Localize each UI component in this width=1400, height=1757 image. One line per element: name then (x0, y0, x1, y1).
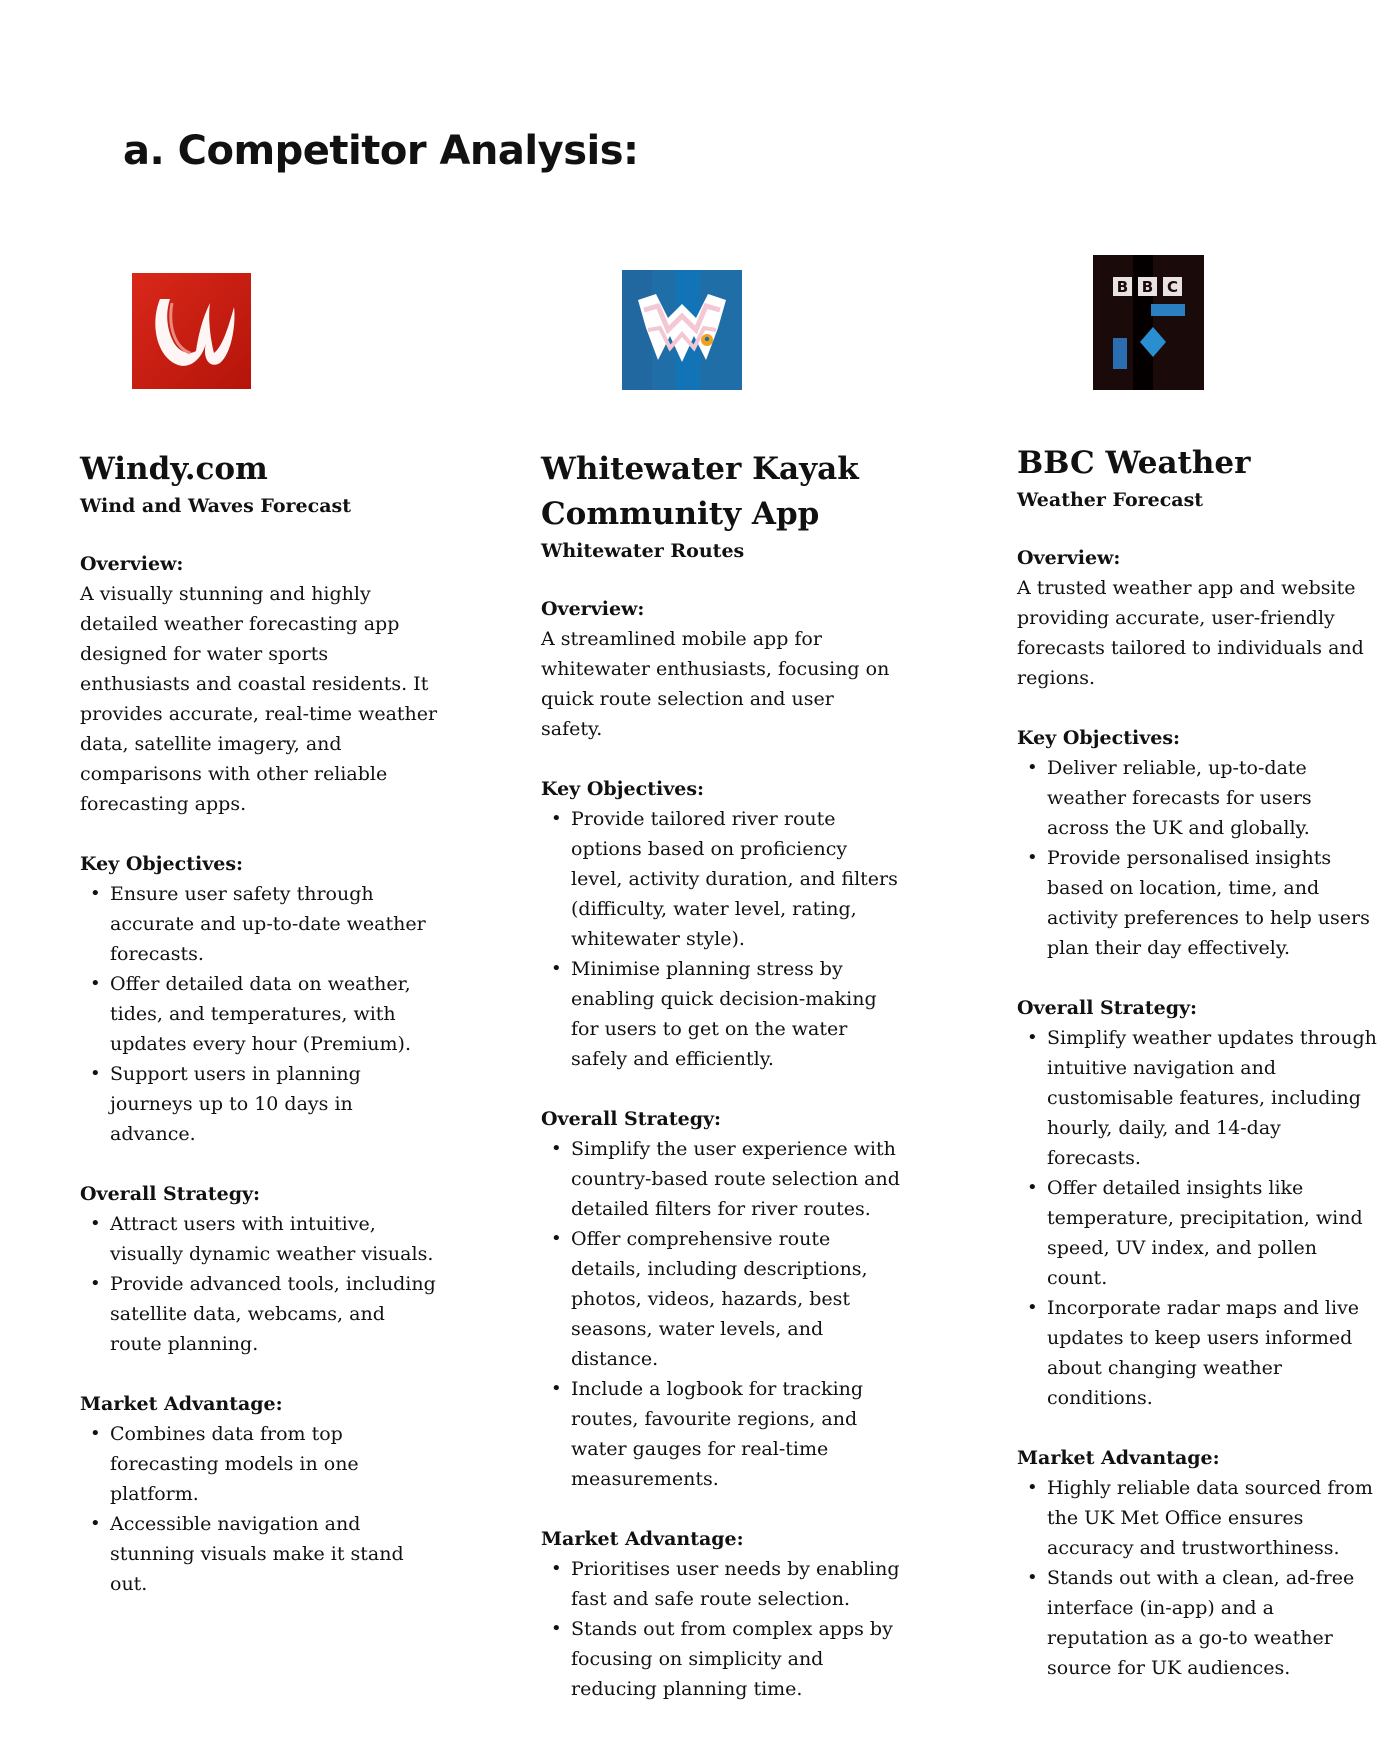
list-item: • Accessible navigation and stunning visuals make it stand out. (80, 1509, 440, 1599)
advantage-list (80, 1419, 440, 1599)
advantage-heading: Market Advantage: (541, 1528, 744, 1550)
list-item: • Offer detailed data on weather, tides, and temperatures, with updates every hour (Premium). (80, 969, 440, 1059)
objectives-list (541, 804, 901, 1074)
list-item: • Stands out from complex apps by focusing on simplicity and reducing planning time. (541, 1614, 901, 1704)
svg-text:B: B (1116, 278, 1129, 296)
list-item: • Minimise planning stress by enabling quick decision-making for users to get on the water safely and efficiently. (541, 954, 901, 1074)
competitor-card-windy (80, 447, 440, 1629)
list-item: • Include a logbook for tracking routes, favourite regions, and water gauges for real-time measurements. (541, 1374, 901, 1494)
competitor-subtitle: Whitewater Routes (541, 540, 745, 562)
competitor-subtitle: Weather Forecast (1017, 489, 1204, 511)
list-item: • Provide tailored river route options based on proficiency level, activity duration, and filters (difficulty, water level, rating, whitewater style). (541, 804, 901, 954)
overview-text: A trusted weather app and website providing accurate, user-friendly forecasts tailored to individuals and regions. (1017, 577, 1364, 689)
bbc-weather-logo (1093, 255, 1204, 390)
list-item: • Highly reliable data sourced from the UK Met Office ensures accuracy and trustworthiness. (1017, 1473, 1377, 1563)
list-item: • Offer comprehensive route details, including descriptions, photos, videos, hazards, best seasons, water levels, and distance. (541, 1224, 901, 1374)
advantage-heading: Market Advantage: (80, 1393, 283, 1415)
list-item: • Incorporate radar maps and live updates to keep users informed about changing weather conditions. (1017, 1293, 1377, 1413)
strategy-heading: Overall Strategy: (1017, 997, 1198, 1019)
strategy-heading: Overall Strategy: (80, 1183, 261, 1205)
list-item: • Combines data from top forecasting models in one platform. (80, 1419, 440, 1509)
advantage-list (1017, 1473, 1377, 1683)
list-item: • Deliver reliable, up-to-date weather forecasts for users across the UK and globally. (1017, 753, 1377, 843)
list-item: • Ensure user safety through accurate and up-to-date weather forecasts. (80, 879, 440, 969)
list-item: • Attract users with intuitive, visually dynamic weather visuals. (80, 1209, 440, 1269)
objectives-heading: Key Objectives: (1017, 727, 1181, 749)
objectives-heading: Key Objectives: (541, 778, 705, 800)
list-item: • Provide personalised insights based on location, time, and activity preferences to help users plan their day effectively. (1017, 843, 1377, 963)
list-item: • Provide advanced tools, including satellite data, webcams, and route planning. (80, 1269, 440, 1359)
competitor-name: Whitewater Kayak Community App (541, 451, 859, 532)
competitor-subtitle: Wind and Waves Forecast (80, 495, 351, 517)
overview-text: A visually stunning and highly detailed weather forecasting app designed for water sports enthusiasts and coastal residents. It provides accurate, real-time weather data, satellite imagery, and comparisons with other reliable forecasting apps. (80, 583, 438, 815)
competitor-card-bbc-weather (1017, 441, 1377, 1713)
overview-text: A streamlined mobile app for whitewater enthusiasts, focusing on quick route selection and user safety. (541, 628, 890, 740)
overview-heading: Overview: (1017, 547, 1121, 569)
objectives-list (1017, 753, 1377, 963)
strategy-list (1017, 1023, 1377, 1413)
overview-heading: Overview: (541, 598, 645, 620)
list-item: • Stands out with a clean, ad-free interface (in-app) and a reputation as a go-to weather source for UK audiences. (1017, 1563, 1377, 1683)
page-title: a. Competitor Analysis: (123, 128, 639, 174)
windy-w-icon (132, 273, 251, 389)
list-item: • Offer detailed insights like temperature, precipitation, wind speed, UV index, and pollen count. (1017, 1173, 1377, 1293)
list-item: • Prioritises user needs by enabling fast and safe route selection. (541, 1554, 901, 1614)
list-item: • Simplify weather updates through intuitive navigation and customisable features, including hourly, daily, and 14-day forecasts. (1017, 1023, 1377, 1173)
advantage-heading: Market Advantage: (1017, 1447, 1220, 1469)
overview-heading: Overview: (80, 553, 184, 575)
strategy-heading: Overall Strategy: (541, 1108, 722, 1130)
objectives-heading: Key Objectives: (80, 853, 244, 875)
competitor-name: Windy.com (80, 451, 268, 487)
whitewater-w-icon (622, 270, 742, 390)
competitor-name: BBC Weather (1017, 445, 1251, 481)
strategy-list (80, 1209, 440, 1359)
whitewater-logo (622, 270, 742, 390)
objectives-list (80, 879, 440, 1149)
svg-text:C: C (1166, 278, 1179, 296)
competitor-card-whitewater (541, 447, 901, 1734)
list-item: • Simplify the user experience with country-based route selection and detailed filters for river routes. (541, 1134, 901, 1224)
bbc-weather-icon (1093, 255, 1204, 390)
windy-logo (132, 273, 251, 389)
advantage-list (541, 1554, 901, 1704)
list-item: • Support users in planning journeys up to 10 days in advance. (80, 1059, 440, 1149)
strategy-list (541, 1134, 901, 1494)
svg-text:B: B (1141, 278, 1154, 296)
